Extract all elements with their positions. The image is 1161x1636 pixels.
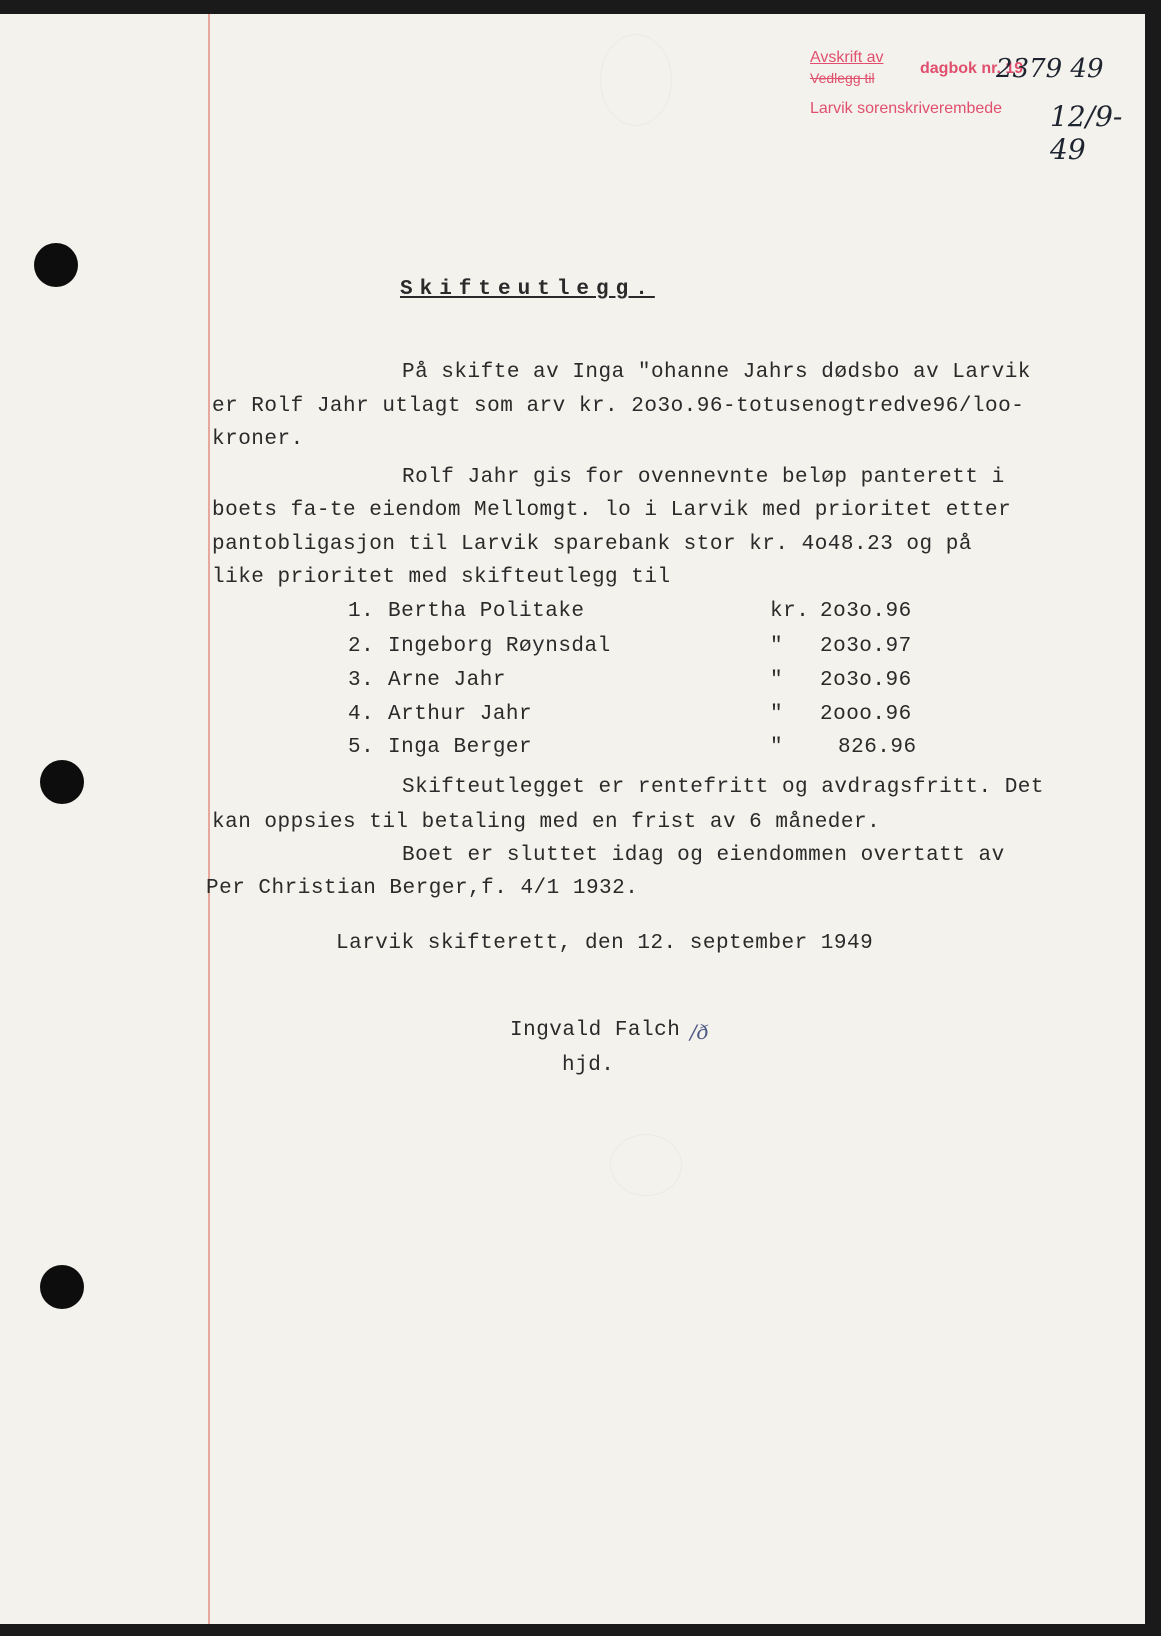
ditto-mark: " xyxy=(770,703,784,726)
paragraph-line: boets fa-te eiendom Mellomgt. lo i Larvik med prioritet etter xyxy=(212,499,1012,522)
margin-line xyxy=(208,14,210,1624)
beneficiary-number: 1. xyxy=(348,600,375,623)
stamp-avskrift: Avskrift av xyxy=(810,49,884,66)
beneficiary-number: 4. xyxy=(348,703,375,726)
paragraph-line: På skifte av Inga "ohanne Jahrs dødsbo av Larvik xyxy=(402,361,1031,384)
paragraph-line: pantobligasjon til Larvik sparebank stor kr. 4o48.23 og på xyxy=(212,533,972,556)
beneficiary-amount: 2o3o.96 xyxy=(820,669,912,692)
ditto-mark: " xyxy=(770,669,784,692)
paragraph-line: Skifteutlegget er rentefritt og avdragsfritt. Det xyxy=(402,776,1045,799)
handwritten-initial: /ð xyxy=(690,1020,709,1044)
paragraph-line: kan oppsies til betaling med en frist av 6 måneder. xyxy=(212,811,881,834)
handwritten-entry-number: 2379 49 xyxy=(996,54,1104,84)
place-and-date: Larvik skifterett, den 12. september 1949 xyxy=(336,932,874,955)
beneficiary-name: Arthur Jahr xyxy=(388,703,533,726)
beneficiary-currency: kr. xyxy=(770,600,810,623)
beneficiary-name: Inga Berger xyxy=(388,736,533,759)
ditto-mark: " xyxy=(770,736,784,759)
beneficiary-number: 3. xyxy=(348,669,375,692)
beneficiary-number: 2. xyxy=(348,635,375,658)
beneficiary-name: Arne Jahr xyxy=(388,669,506,692)
punch-hole-middle xyxy=(40,760,84,804)
stamp-vedlegg: Vedlegg til xyxy=(810,70,875,86)
paragraph-line: like prioritet med skifteutlegg til xyxy=(212,566,671,589)
beneficiary-amount: 2o3o.96 xyxy=(820,600,912,623)
beneficiary-amount: 2ooo.96 xyxy=(820,703,912,726)
bleed-through-mark xyxy=(600,34,672,126)
ditto-mark: " xyxy=(770,635,784,658)
document-title: Skifteutlegg. xyxy=(400,278,655,301)
stamp-dagbok: dagbok nr. 19 xyxy=(920,60,1024,77)
paragraph-line: Rolf Jahr gis for ovennevnte beløp panterett i xyxy=(402,466,1005,489)
signature-name: Ingvald Falch xyxy=(510,1019,681,1042)
punch-hole-bottom xyxy=(40,1265,84,1309)
bleed-through-mark xyxy=(610,1134,682,1196)
handwritten-date: 12/9-49 xyxy=(1050,100,1123,166)
document-page xyxy=(0,14,1145,1624)
paragraph-line: Boet er sluttet idag og eiendommen overtatt av xyxy=(402,844,1005,867)
paragraph-line: kroner. xyxy=(212,428,304,451)
paragraph-line: Per Christian Berger,f. 4/1 1932. xyxy=(206,877,639,900)
stamp-office: Larvik sorenskriverembede xyxy=(810,100,1003,117)
punch-hole-top xyxy=(34,243,78,287)
beneficiary-number: 5. xyxy=(348,736,375,759)
beneficiary-name: Ingeborg Røynsdal xyxy=(388,635,611,658)
beneficiary-amount: 826.96 xyxy=(838,736,917,759)
signature-title: hjd. xyxy=(562,1054,615,1077)
beneficiary-amount: 2o3o.97 xyxy=(820,635,912,658)
beneficiary-name: Bertha Politake xyxy=(388,600,585,623)
paragraph-line: er Rolf Jahr utlagt som arv kr. 2o3o.96-totusenogtredve96/loo- xyxy=(212,395,1025,418)
